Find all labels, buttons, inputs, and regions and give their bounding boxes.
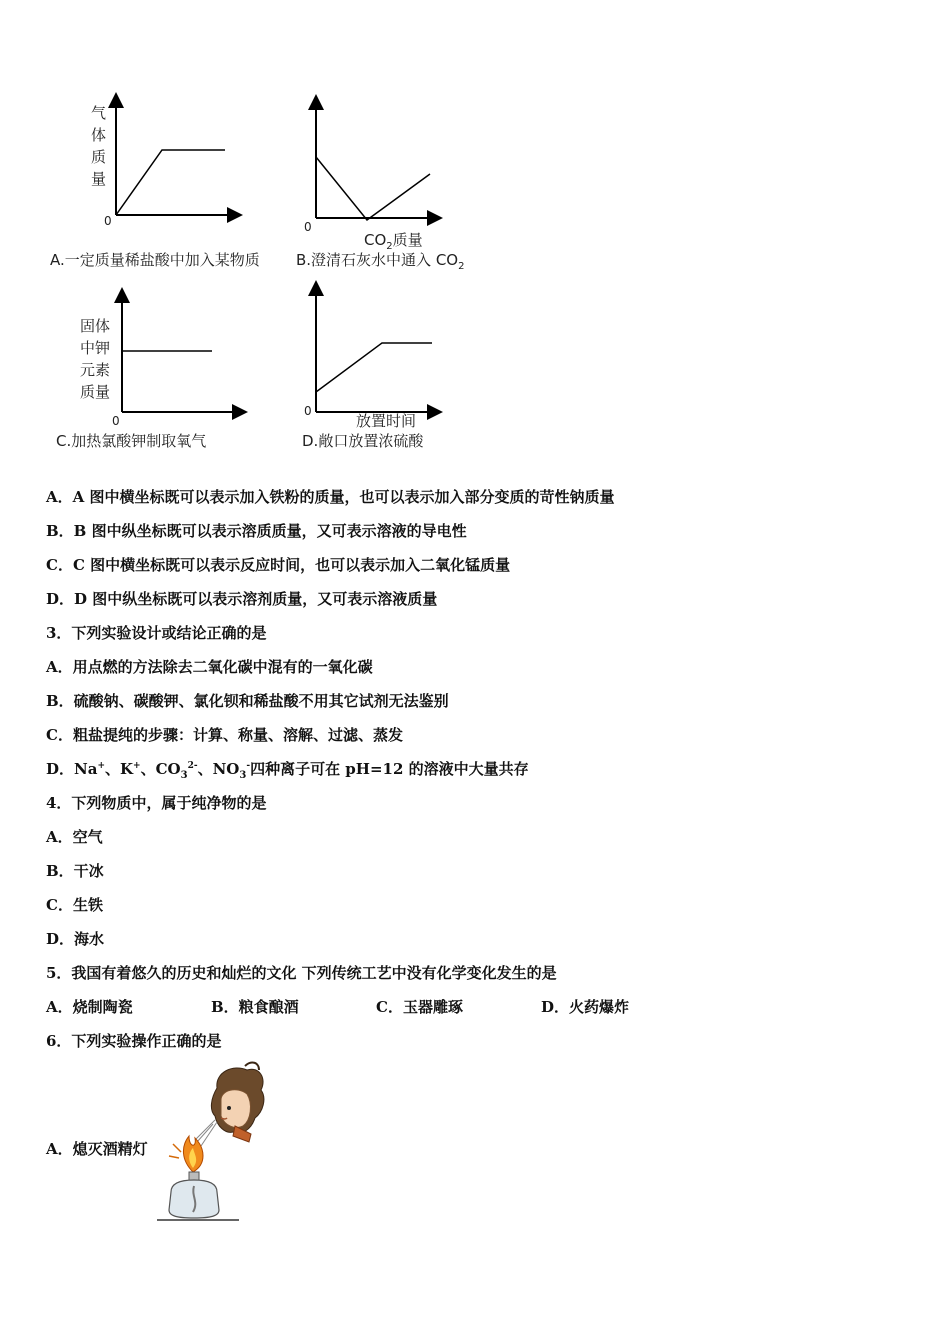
q4-option-b: B．干冰 xyxy=(46,862,104,880)
q2-option-b: B．B 图中纵坐标既可以表示溶质质量，又可表示溶液的导电性 xyxy=(46,522,467,540)
q4-stem: 4．下列物质中，属于纯净物的是 xyxy=(46,794,267,812)
graph-a-curve xyxy=(116,150,225,215)
q5-option-d: D．火药爆炸 xyxy=(541,998,630,1016)
person-head-icon xyxy=(211,1063,264,1142)
q5-option-a: A．烧制陶瓷 xyxy=(46,998,133,1016)
graph-a-origin: 0 xyxy=(104,214,112,228)
graph-figure xyxy=(40,90,500,460)
graph-b-xlabel: $CO_2$质量 xyxy=(364,231,423,252)
graph-c-origin: 0 xyxy=(112,414,120,428)
graph-a xyxy=(116,100,235,215)
graph-d-xlabel: 放置时间 xyxy=(356,412,417,430)
graph-d-curve xyxy=(316,343,432,392)
q3-option-b: B．硫酸钠、碳酸钾、氯化钡和稀盐酸不用其它试剂无法鉴别 xyxy=(46,692,449,710)
q6-stem: 6．下列实验操作正确的是 xyxy=(46,1032,222,1050)
q5-option-c: C．玉器雕琢 xyxy=(376,998,463,1016)
blow-out-lamp-illustration xyxy=(155,1060,275,1225)
alcohol-lamp-icon xyxy=(157,1172,239,1220)
q3-option-d: D．Na+、K+、$CO_3^{2-}$、$NO_3^-$四种离子可在 pH=12 的溶液中大量共存 xyxy=(46,760,529,781)
graph-a-ylabel: 气 体 质 量 xyxy=(91,104,107,188)
q2-option-a: A．A 图中横坐标既可以表示加入铁粉的质量，也可以表示加入部分变质的苛性钠质量 xyxy=(46,488,615,506)
q3-option-c: C．粗盐提纯的步骤：计算、称量、溶解、过滤、蒸发 xyxy=(46,726,403,744)
graph-d-caption: D.敞口放置浓硫酸 xyxy=(302,432,424,450)
graph-b-caption: B.澄清石灰水中通入 $CO_2$ xyxy=(296,251,465,272)
q5-stem: 5．我国有着悠久的历史和灿烂的文化 下列传统工艺中没有化学变化发生的是 xyxy=(46,964,557,982)
q6-option-a: A．熄灭酒精灯 xyxy=(46,1140,148,1158)
q5-option-b: B．粮食酿酒 xyxy=(211,998,299,1016)
q4-option-a: A．空气 xyxy=(46,828,103,846)
graph-d xyxy=(316,288,435,412)
graph-b-curve xyxy=(316,157,430,220)
graph-c xyxy=(122,295,240,412)
graph-d-origin: 0 xyxy=(304,404,312,418)
q3-stem: 3．下列实验设计或结论正确的是 xyxy=(46,624,267,642)
q5-options xyxy=(46,996,746,1018)
q4-option-d: D．海水 xyxy=(46,930,105,948)
q2-option-c: C．C 图中横坐标既可以表示反应时间，也可以表示加入二氧化锰质量 xyxy=(46,556,511,574)
graph-a-caption: A.一定质量稀盐酸中加入某物质 xyxy=(50,251,260,269)
graph-axes-svg xyxy=(40,90,500,460)
q4-option-c: C．生铁 xyxy=(46,896,103,914)
graph-b-origin: 0 xyxy=(304,220,312,234)
q2-option-d: D．D 图中纵坐标既可以表示溶剂质量，又可表示溶液质量 xyxy=(46,590,438,608)
graph-b xyxy=(316,102,435,220)
flame-icon xyxy=(169,1136,203,1172)
graph-c-ylabel: 固体 中钾 元素 质量 xyxy=(80,317,111,401)
graph-c-caption: C.加热氯酸钾制取氧气 xyxy=(56,432,207,450)
q3-option-a: A．用点燃的方法除去二氧化碳中混有的一氧化碳 xyxy=(46,658,373,676)
